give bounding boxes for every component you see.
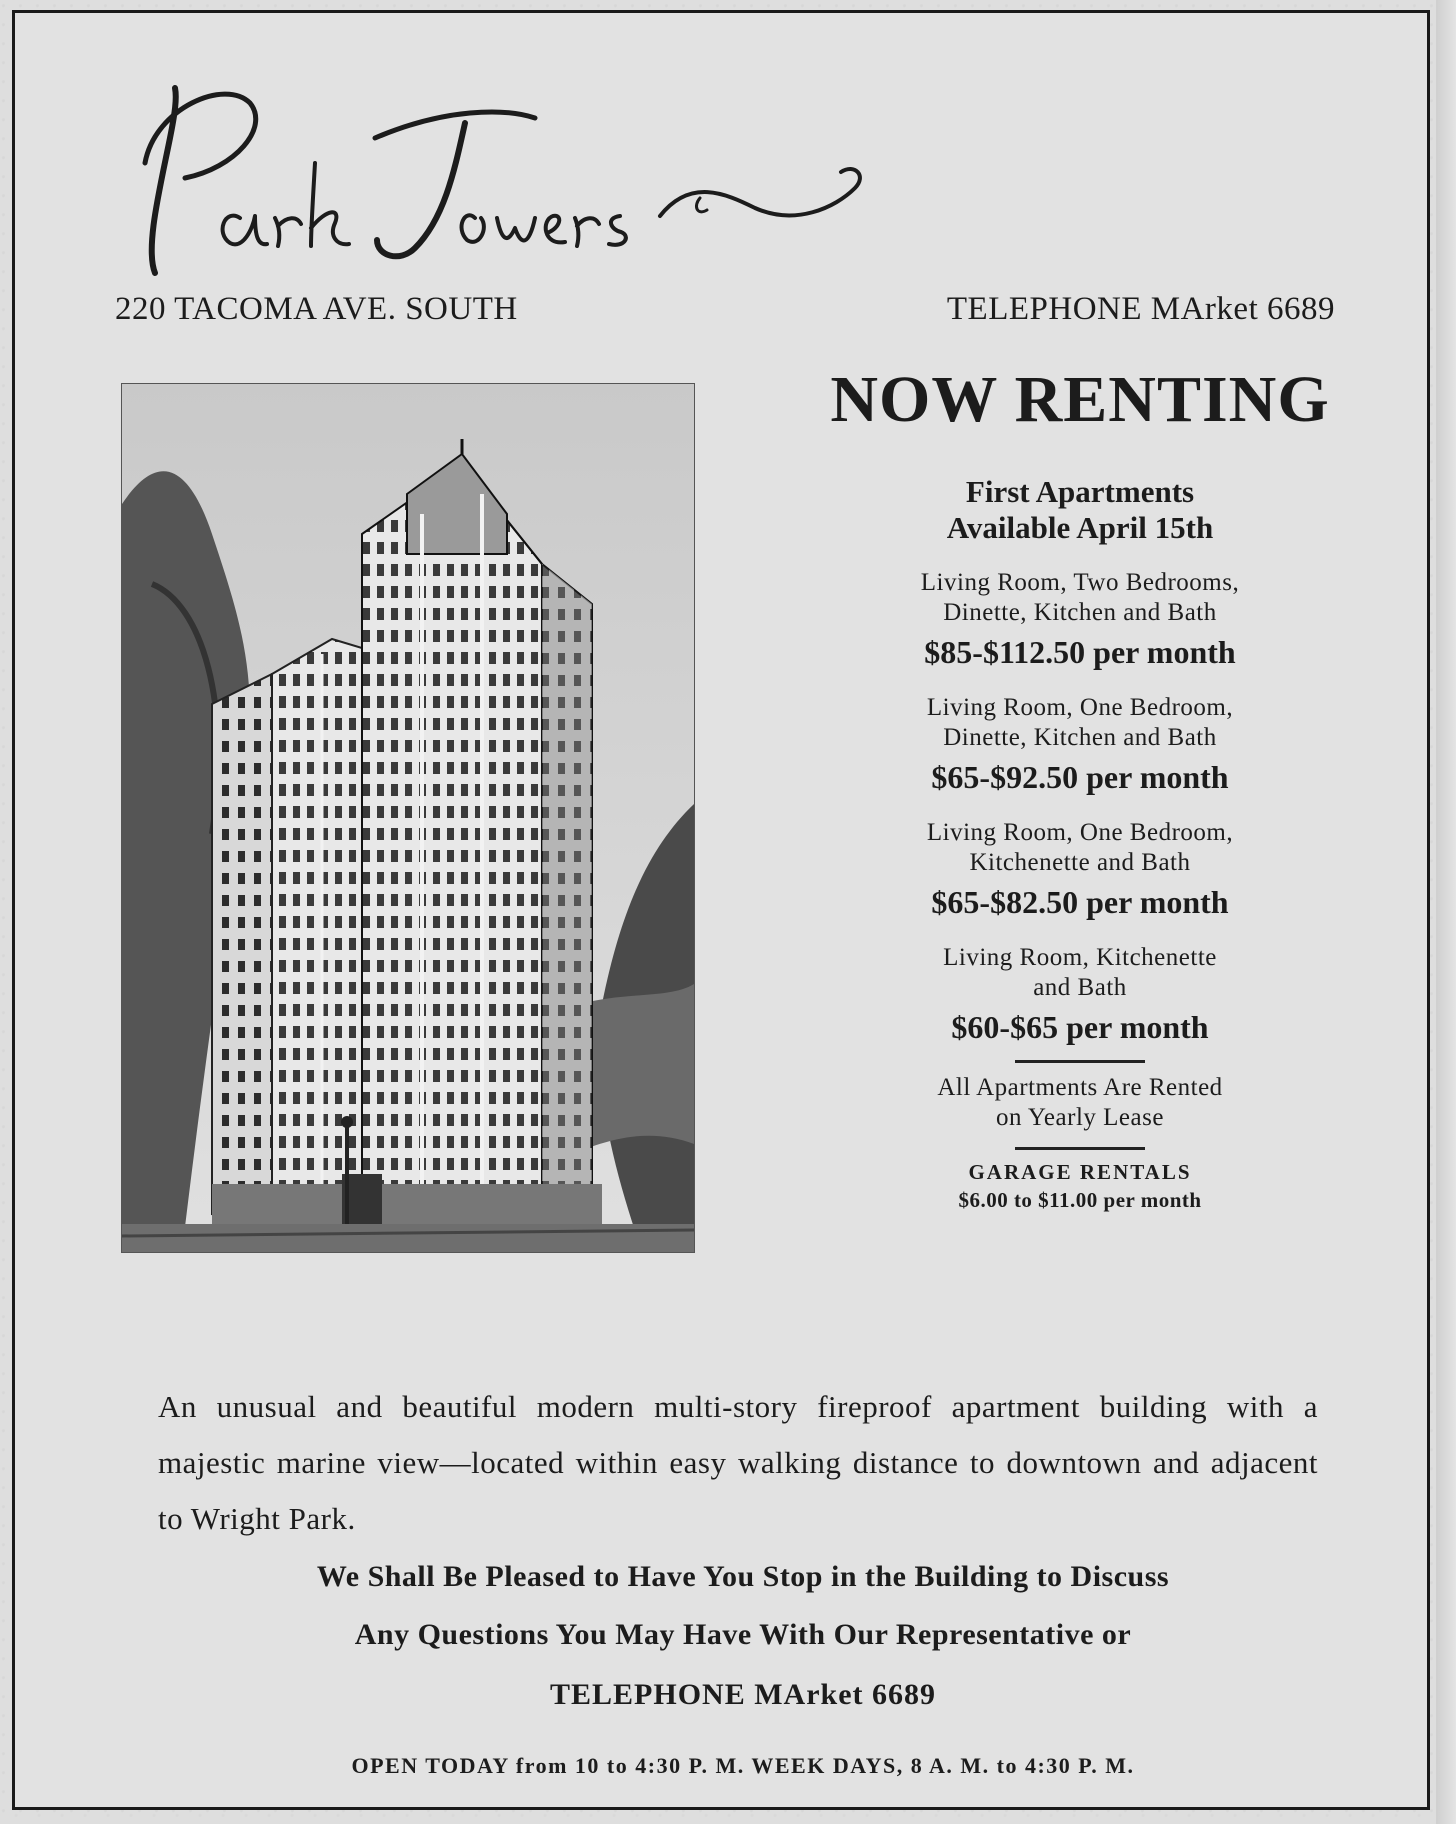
rental-details — [795, 365, 1365, 1213]
open-hours: OPEN TODAY from 10 to 4:30 P. M. WEEK DAYS, 8 A. M. to 4:30 P. M. — [351, 1753, 1135, 1778]
building-illustration — [121, 383, 695, 1253]
adjacent-column-edge — [1436, 0, 1456, 1824]
garage-title: GARAGE RENTALS — [968, 1159, 1192, 1184]
lease-line-1: All Apartments Are Rented — [937, 1073, 1223, 1101]
availability-notice — [795, 474, 1365, 545]
invitation-text — [135, 1548, 1351, 1664]
invitation-line-2: Any Questions You May Have With Our Representative or — [354, 1618, 1132, 1651]
unit-description: Living Room, Two Bedrooms, — [920, 568, 1240, 596]
garage-rentals — [795, 1160, 1365, 1213]
address: 220 TACOMA AVE. SOUTH — [115, 291, 518, 327]
headline: NOW RENTING — [830, 363, 1330, 436]
unit-listing — [795, 693, 1365, 796]
divider — [1015, 1060, 1145, 1063]
garage-price: $6.00 to $11.00 per month — [958, 1187, 1202, 1212]
availability-line-1: First Apartments — [965, 474, 1195, 510]
unit-listing — [795, 943, 1365, 1046]
invitation-line-1: We Shall Be Pleased to Have You Stop in the Building to Discuss — [316, 1560, 1170, 1593]
unit-description: Dinette, Kitchen and Bath — [943, 598, 1217, 626]
unit-description: Living Room, Kitchenette — [943, 943, 1217, 971]
telephone-footer: TELEPHONE MArket 6689 — [550, 1678, 936, 1711]
unit-description: Dinette, Kitchen and Bath — [943, 723, 1217, 751]
lease-terms — [795, 1073, 1365, 1133]
unit-description: Living Room, One Bedroom, — [926, 818, 1234, 846]
divider — [1015, 1147, 1145, 1150]
unit-listing — [795, 568, 1365, 671]
unit-price: $65-$82.50 per month — [931, 883, 1229, 920]
unit-price: $65-$92.50 per month — [931, 758, 1229, 795]
telephone-header: TELEPHONE MArket 6689 — [946, 291, 1335, 327]
unit-description: Living Room, One Bedroom, — [926, 693, 1234, 721]
building-description: An unusual and beautiful modern multi-story fireproof apartment building with a majestic marine view—located within easy walking distance to downtown and adjacent to Wright Park. — [158, 1389, 1318, 1536]
advertisement-frame — [12, 10, 1430, 1810]
unit-description: Kitchenette and Bath — [969, 848, 1191, 876]
park-towers-logo — [115, 68, 945, 283]
unit-price: $85-$112.50 per month — [924, 633, 1236, 670]
availability-line-2: Available April 15th — [946, 509, 1214, 545]
lease-line-2: on Yearly Lease — [996, 1103, 1164, 1131]
unit-listing — [795, 818, 1365, 921]
unit-price: $60-$65 per month — [951, 1008, 1209, 1045]
unit-description: and Bath — [1033, 973, 1127, 1001]
